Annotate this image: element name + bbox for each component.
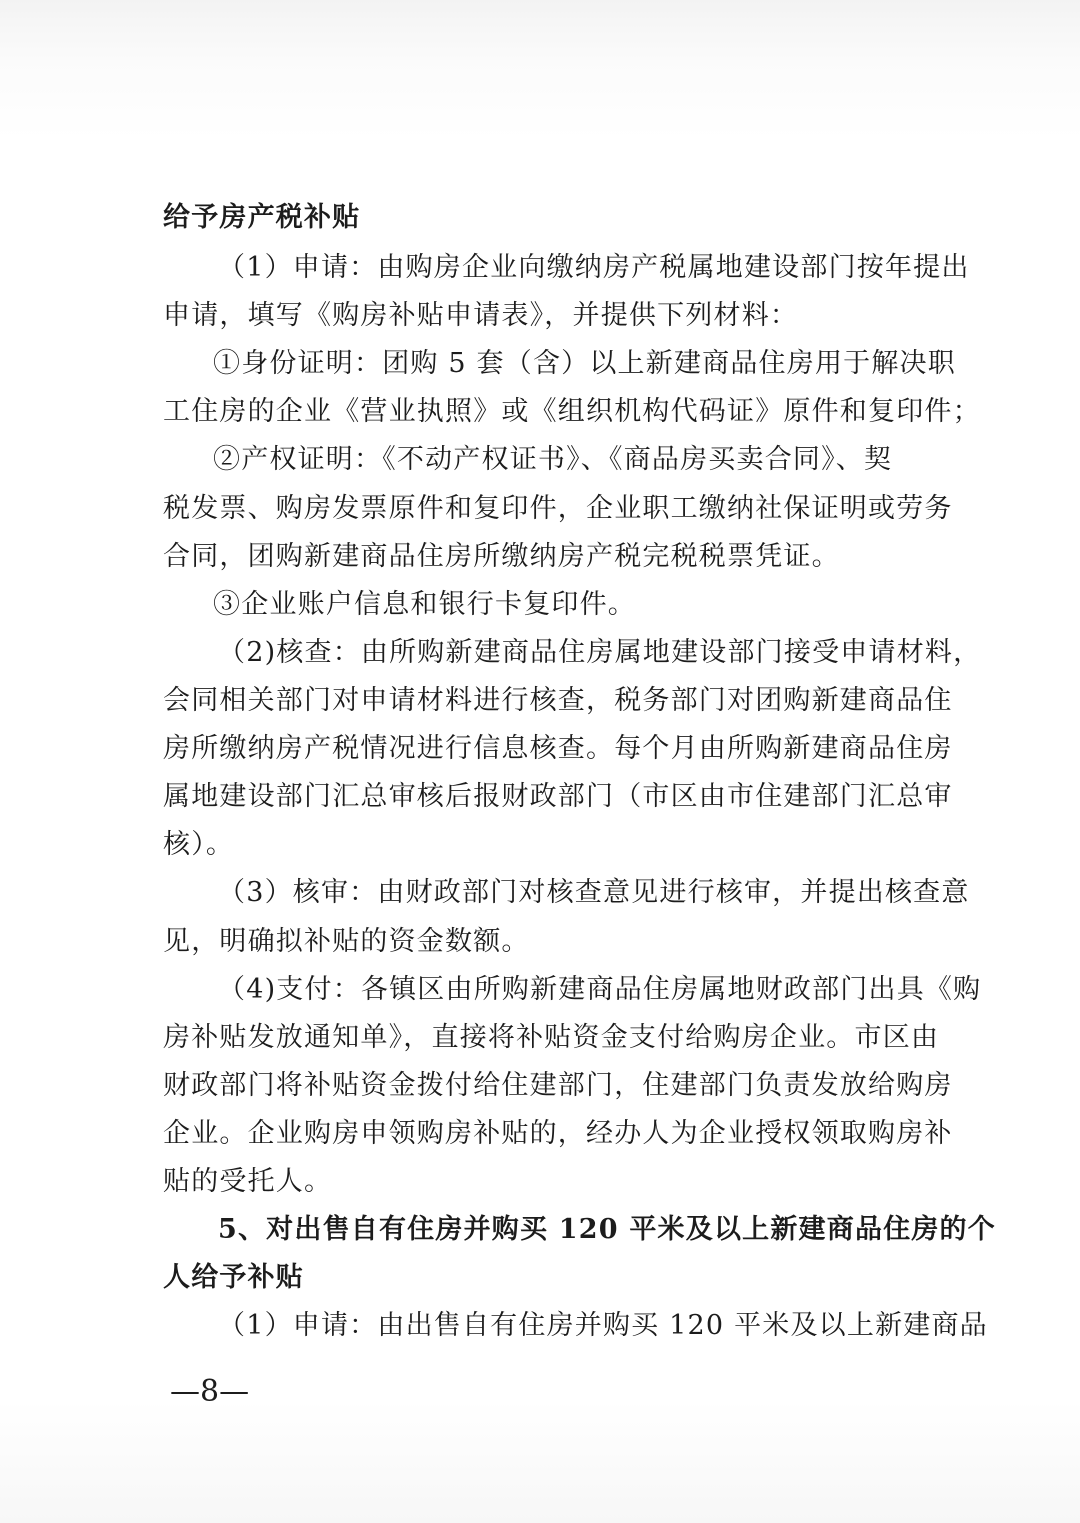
paragraph-line: （1）申请：由出售自有住房并购买 120 平米及以上新建商品	[218, 1310, 988, 1341]
paragraph-line: （1）申请：由购房企业向缴纳房产税属地建设部门按年提出	[218, 252, 970, 283]
paragraph-line: 工住房的企业《营业执照》或《组织机构代码证》原件和复印件；	[163, 396, 981, 427]
paragraph-line: ③企业账户信息和银行卡复印件。	[213, 589, 636, 620]
paragraph-line: 财政部门将补贴资金拨付给住建部门，住建部门负责发放给购房	[163, 1070, 953, 1101]
paragraph-line: （4)支付：各镇区由所购新建商品住房属地财政部门出具《购	[218, 974, 982, 1005]
paragraph-line: 税发票、购房发票原件和复印件，企业职工缴纳社保证明或劳务	[163, 493, 953, 524]
paragraph-line: 见，明确拟补贴的资金数额。	[163, 926, 530, 957]
section-heading: 给予房产税补贴	[163, 202, 361, 233]
paragraph-line: 房补贴发放通知单》，直接将补贴资金支付给购房企业。市区由	[163, 1022, 940, 1053]
paragraph-line: （2)核查：由所购新建商品住房属地建设部门接受申请材料，	[218, 637, 982, 668]
paragraph-line: ②产权证明：《不动产权证书》、《商品房买卖合同》、契	[213, 444, 893, 475]
paragraph-line: 房所缴纳房产税情况进行信息核查。每个月由所购新建商品住房	[163, 733, 953, 764]
paragraph-line: 会同相关部门对申请材料进行核查，税务部门对团购新建商品住	[163, 685, 953, 716]
section-heading: 5、对出售自有住房并购买 120 平米及以上新建商品住房的个	[218, 1214, 996, 1245]
paragraph-line: 申请，填写《购房补贴申请表》，并提供下列材料：	[163, 300, 799, 331]
paragraph-line: （3）核审：由财政部门对核查意见进行核审，并提出核查意	[218, 877, 970, 908]
paragraph-line: 合同，团购新建商品住房所缴纳房产税完税税票凭证。	[163, 541, 840, 572]
section-heading: 人给予补贴	[163, 1262, 304, 1293]
paragraph-line: 核）。	[163, 829, 235, 860]
paragraph-line: 贴的受托人。	[163, 1166, 333, 1197]
paragraph-line: 企业。企业购房申领购房补贴的，经办人为企业授权领取购房补	[163, 1118, 953, 1149]
page-number: —8—	[170, 1374, 250, 1409]
paragraph-line: ①身份证明：团购 5 套（含）以上新建商品住房用于解决职	[213, 348, 956, 379]
paragraph-line: 属地建设部门汇总审核后报财政部门（市区由市住建部门汇总审	[163, 781, 953, 812]
